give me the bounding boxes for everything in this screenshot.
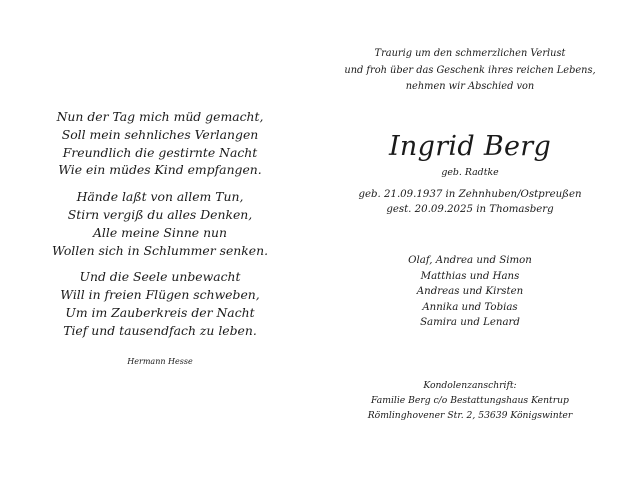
poem-stanza [20,188,300,259]
poem-author: Hermann Hesse [127,356,193,366]
death-date: gest. 20.09.2025 in Thomasberg [386,204,554,216]
condolence-address [315,378,625,423]
poem-line: Freundlich die gestirnte Nacht [62,144,258,160]
intro-line: Traurig um den schmerzlichen Verlust [374,48,566,59]
death-notice [315,46,625,423]
maiden-name: geb. Radtke [441,166,499,178]
poem-line: Will in freien Flügen schweben, [60,287,260,303]
poem-stanza [20,268,300,339]
poem-line: Tief und tausendfach zu leben. [63,322,257,338]
life-dates [315,187,625,219]
poem-line: Wie ein müdes Kind empfangen. [58,162,262,178]
intro-line: nehmen wir Abschied von [405,81,535,92]
mourner-line: Andreas und Kirsten [416,286,524,298]
poem-line: Alle meine Sinne nun [92,224,228,240]
mourners-list [315,253,625,331]
poem-stanza [20,108,300,179]
poem-line: Stirn vergiß du alles Denken, [67,206,253,222]
condolence-line: Familie Berg c/o Bestattungshaus Kentrup [371,395,569,407]
poem-line: Wollen sich in Schlummer senken. [51,242,269,258]
poem [20,108,300,368]
mourner-line: Annika und Tobias [422,301,518,313]
condolence-heading: Kondolenzanschrift: [423,380,517,392]
deceased-name: Ingrid Berg [388,130,552,162]
mourner-line: Matthias und Hans [420,270,520,282]
condolence-line: Römlinghovener Str. 2, 53639 Königswinter [367,410,573,422]
poem-line: Um im Zauberkreis der Nacht [65,304,255,320]
poem-line: Nun der Tag mich müd gemacht, [56,109,264,124]
birth-date: geb. 21.09.1937 in Zehnhuben/Ostpreußen [358,188,582,200]
mourner-line: Samira und Lenard [420,317,520,329]
poem-line: Und die Seele unbewacht [79,269,241,285]
poem-line: Soll mein sehnliches Verlangen [61,126,259,142]
mourner-line: Olaf, Andrea und Simon [408,255,532,267]
notice-intro [315,46,625,96]
poem-line: Hände laßt von allem Tun, [76,189,244,205]
intro-line: und froh über das Geschenk ihres reichen Lebens, [344,64,596,76]
